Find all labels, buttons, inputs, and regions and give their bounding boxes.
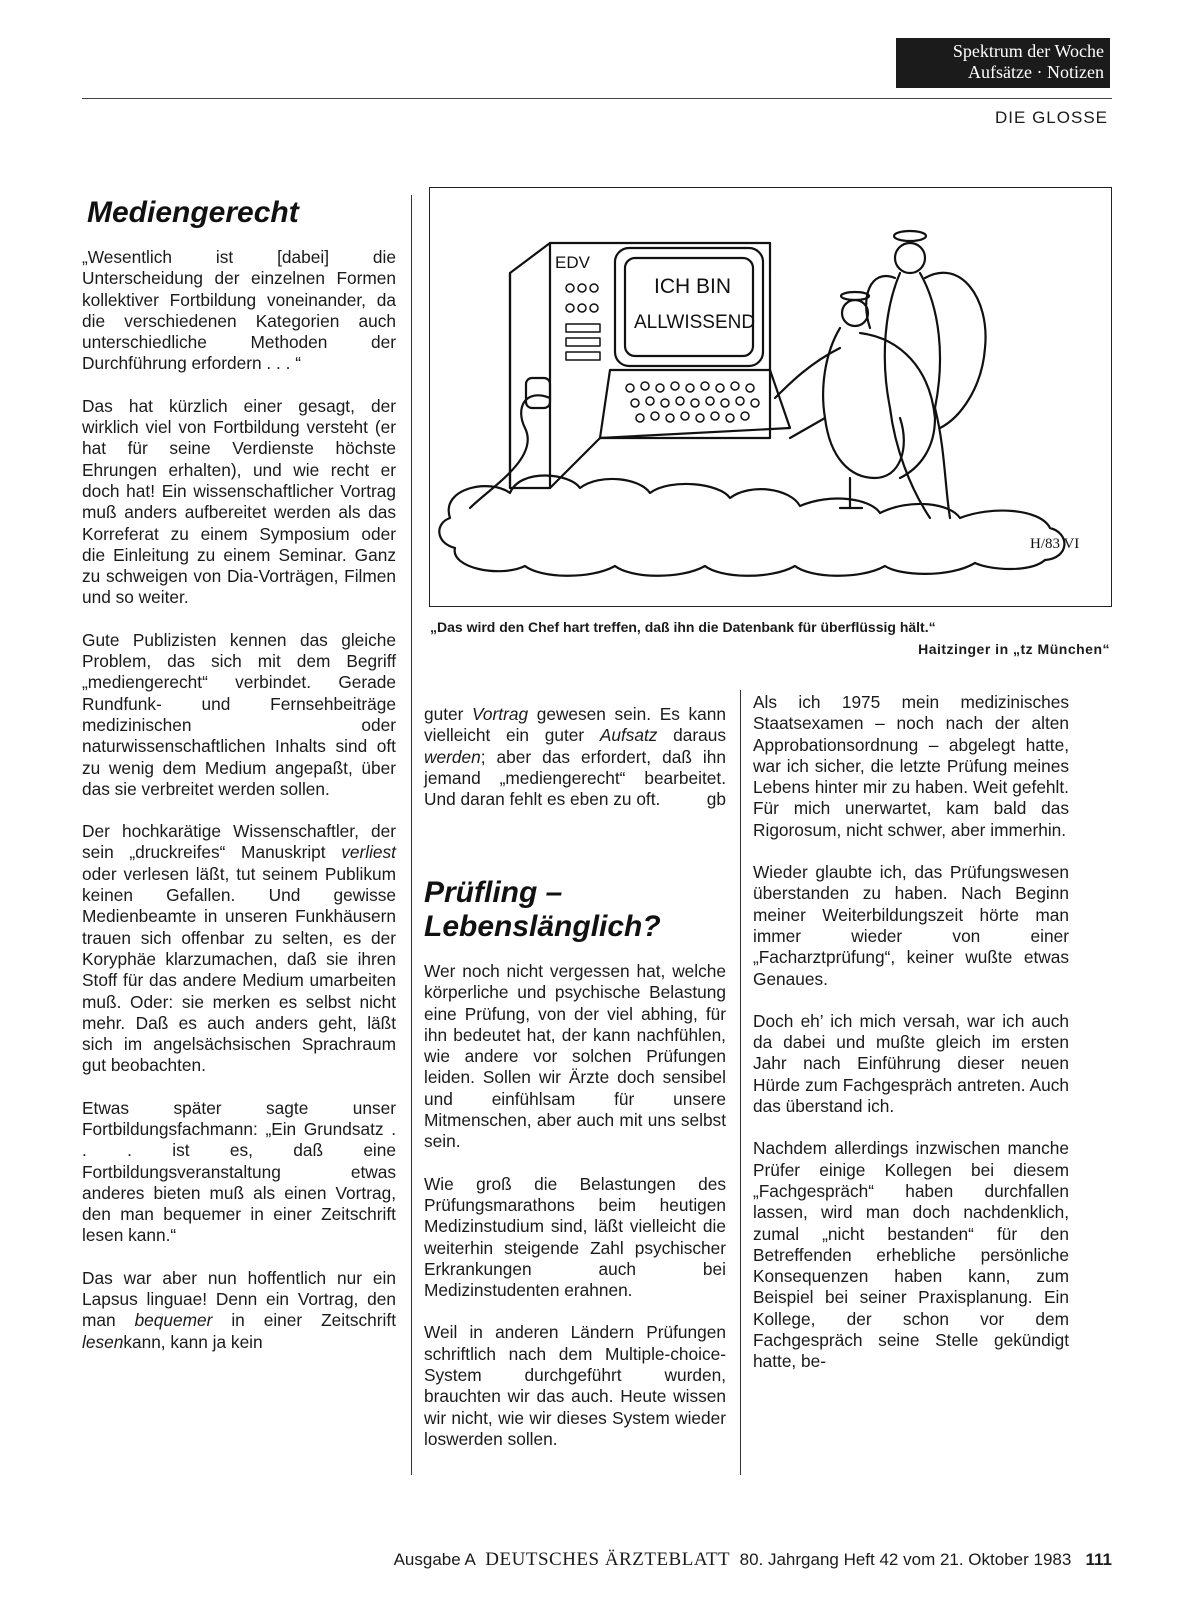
cartoon-caption: „Das wird den Chef hart treffen, daß ihn die Datenbank für überflüssig hält.“ — [430, 619, 936, 635]
paragraph: „Wesentlich ist [dabei] die Unterscheidung der einzelnen Formen kollektiver Fortbildung voneinander, da die verschiedenen Kategorien auch unterschiedliche Methoden der Durchführung erfordern . . . “ — [82, 247, 396, 374]
badge-line-2: Aufsätze · Notizen — [968, 62, 1104, 82]
article-title-mediengerecht: Mediengerecht — [87, 196, 299, 229]
paragraph: Gute Publizisten kennen das gleiche Problem, das sich mit dem Begriff „mediengerecht“ verbindet. Gerade Rundfunk- und Fernsehbeiträge medizinischen oder naturwissenschaftlichen Inhalts sind oft zu wenig dem Medium angepaßt, über das sie verbreitet werden sollen. — [82, 629, 396, 799]
paragraph: Das hat kürzlich einer gesagt, der wirklich viel von Fortbildung versteht (er hat für seine Verdienste höchste Ehrungen erhalten), und wie recht er doch hat! Ein wissenschaftlicher Vortrag muß anders aufbereitet werden als das Korreferat zu einem Symposium oder die Einleitung zu einem Seminar. Ganz zu schweigen von Dia-Vorträgen, Filmen und so weiter. — [82, 395, 396, 608]
paragraph: Als ich 1975 mein medizinisches Staatsexamen – noch nach der alten Approbationsordnung – abgelegt hatte, war ich sicher, die letzte Prüfung meines Lebens hinter mir zu haben. Weit gefehlt. Für mich unerwartet, kam bald das Rigorosum, nicht schwer, aber immerhin. — [753, 692, 1069, 840]
paragraph: Wer noch nicht vergessen hat, welche körperliche und psychische Belastung eine Prüfung, von der viel abhing, für ihn bedeutet hat, der kann nachfühlen, wie andere vor solchen Prüfungen leiden. Sollen wir Ärzte doch sensibel und einfühlsam für unsere Mitmenschen, aber auch mit uns selbst sein. — [424, 961, 726, 1152]
cartoon-screen-label: EDV — [555, 253, 590, 272]
column-rule-2 — [740, 690, 741, 1475]
paragraph: Das war aber nun hoffentlich nur ein Lapsus linguae! Denn ein Vortrag, den man bequemer in einer Zeitschrift lesenkann, kann ja kein — [82, 1267, 396, 1352]
paragraph: Doch eh’ ich mich versah, war ich auch da dabei und mußte gleich im ersten Jahr nach Einführung dieser neuen Hürde zum Fachgespräch antreten. Auch das überstand ich. — [753, 1010, 1069, 1117]
paragraph: Der hochkarätige Wissenschaftler, der sein „druckreifes“ Manuskript verliest oder verlesen läßt, tut seinem Publikum keinen Gefallen. Und gewisse Medienbeamte in unseren Funkhäusern trauen sich offenbar zu selten, es der Koryphäe klarzumachen, daß sie ihren Stoff für das andere Medium umarbeiten muß. Oder: sie merken es selbst nicht mehr. Daß es auch anders geht, läßt sich im angelsächsischen Sprachraum gut beobachten. — [82, 821, 396, 1076]
article-1-continuation — [424, 704, 726, 810]
paragraph: Nachdem allerdings inzwischen manche Prüfer einige Kollegen bei diesem „Fachgespräch“ haben durchfallen lassen, wird man doch nachdenklich, zumal „nicht bestanden“ für den Betreffenden erhebliche persönliche Konsequenzen haben kann, zum Beispiel bei seiner Praxisplanung. Ein Kollege, der schon vor dem Fachgespräch seine Stelle gekündigt hatte, be- — [753, 1138, 1069, 1372]
footer-issue: 80. Jahrgang Heft 42 vom 21. Oktober 1983 — [739, 1550, 1072, 1569]
header-rule — [82, 98, 1112, 99]
section-label: DIE GLOSSE — [995, 108, 1108, 127]
column-rule-1 — [411, 195, 412, 1475]
article-1-column — [82, 247, 396, 1353]
badge-line-1: Spektrum der Woche — [952, 41, 1104, 61]
paragraph: Weil in anderen Ländern Prüfungen schriftlich nach dem Multiple-choice-System durchgeführt wurden, brauchten wir das auch. Heute wissen wir nicht, wie wir dieses System wieder loswerden sollen. — [424, 1322, 726, 1449]
footer-edition: Ausgabe A — [393, 1550, 476, 1569]
footer-publication: DEUTSCHES ÄRZTEBLATT — [485, 1549, 731, 1570]
article-title-pruefling: Prüfling – Lebenslänglich? — [424, 876, 661, 943]
paragraph: guter Vortrag gewesen sein. Es kann vielleicht ein guter Aufsatz daraus werden; aber das erfordert, daß ihn jemand „mediengerecht“ bearbeitet. Und daran fehlt es eben zu oft. gb — [424, 704, 726, 810]
page-footer — [256, 1549, 1112, 1571]
article-signature: gb — [706, 789, 726, 810]
article-2-column-1 — [424, 961, 726, 1450]
cartoon-frame — [429, 187, 1112, 607]
cartoon-artist-signature: H/83 VI — [1030, 536, 1080, 552]
paragraph: Wie groß die Belastungen des Prüfungsmarathons beim heutigen Medizinstudium sind, läßt vielleicht die weiterhin steigende Zahl psychischer Erkrankungen auch bei Medizinstudenten erahnen. — [424, 1173, 726, 1301]
paragraph: Etwas später sagte unser Fortbildungsfachmann: „Ein Grundsatz . . . ist es, daß eine Fortbildungsveranstaltung etwas anderes bieten muß als einen Vortrag, den man bequemer in einer Zeitschrift lesen kann.“ — [82, 1097, 396, 1246]
cartoon-credit: Haitzinger in „tz München“ — [918, 641, 1110, 657]
cartoon-screen-line-2: ALLWISSEND — [634, 312, 756, 333]
cartoon-illustration — [430, 188, 1110, 605]
page-number: 111 — [1085, 1550, 1112, 1569]
section-badge — [896, 38, 1110, 88]
cartoon-screen-line-1: ICH BIN — [654, 275, 732, 298]
article-2-column-2 — [753, 692, 1069, 1373]
paragraph: Wieder glaubte ich, das Prüfungswesen überstanden zu haben. Nach Beginn meiner Weiterbildungszeit hörte man immer wieder von einer „Facharztprüfung“, keiner wußte etwas Genaues. — [753, 862, 1069, 989]
